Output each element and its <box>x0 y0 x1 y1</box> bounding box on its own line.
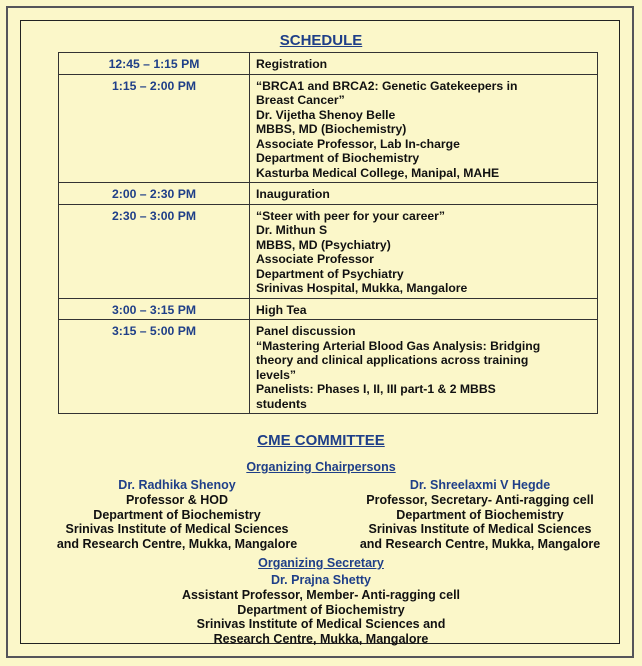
schedule-detail-line: Registration <box>256 57 328 71</box>
secretary-info-line: Assistant Professor, Member- Anti-ragging cell <box>181 587 461 602</box>
schedule-detail-line: Associate Professor, Lab In-charge <box>256 136 460 151</box>
schedule-detail-line: Dr. Mithun S <box>256 223 328 237</box>
schedule-detail-line: levels” <box>256 367 296 382</box>
schedule-detail-line: Breast Cancer” <box>256 93 345 107</box>
schedule-time: 12:45 – 1:15 PM <box>59 53 250 75</box>
schedule-row <box>59 183 598 205</box>
committee-title: CME COMMITTEE <box>257 432 385 449</box>
schedule-detail-line: MBBS, MD (Psychiatry) <box>256 237 391 252</box>
schedule-detail-line: High Tea <box>256 302 307 317</box>
chairperson-name: Dr. Shreelaxmi V Hegde <box>409 478 551 492</box>
schedule-detail-line: Panel discussion <box>256 324 356 338</box>
chairperson-info-line: Srinivas Institute of Medical Sciences <box>368 522 592 537</box>
chairperson-info-line: and Research Centre, Mukka, Mangalore <box>56 537 298 552</box>
schedule-row <box>59 74 598 183</box>
schedule-row <box>59 320 598 414</box>
chairperson-info-line: Department of Biochemistry <box>396 507 564 522</box>
schedule-detail-line: Associate Professor <box>256 252 374 266</box>
schedule-detail-line: Kasturba Medical College, Manipal, MAHE <box>256 165 500 180</box>
secretary-info-line: Research Centre, Mukka, Mangalore <box>213 632 429 647</box>
schedule-title: SCHEDULE <box>279 32 363 49</box>
secretary-heading: Organizing Secretary <box>258 556 384 570</box>
schedule-detail-line: MBBS, MD (Biochemistry) <box>256 122 407 136</box>
chairperson-info-line: Professor, Secretary- Anti-ragging cell <box>366 492 594 507</box>
secretary-card <box>100 573 542 647</box>
secretary-info-line: Srinivas Institute of Medical Sciences and <box>196 617 446 632</box>
schedule-detail-line: Department of Biochemistry <box>256 151 420 165</box>
schedule-table <box>58 52 598 414</box>
schedule-detail <box>250 204 598 298</box>
schedule-row <box>59 53 598 75</box>
schedule-detail-line: Department of Psychiatry <box>256 266 404 281</box>
schedule-row <box>59 298 598 320</box>
chairperson-info-line: Professor & HOD <box>125 492 229 507</box>
chairperson-info-line: Srinivas Institute of Medical Sciences <box>65 522 289 537</box>
schedule-detail-line: theory and clinical applications across training <box>256 353 529 367</box>
chairperson-card <box>34 478 320 552</box>
schedule-time: 3:15 – 5:00 PM <box>59 320 250 414</box>
schedule-time: 2:00 – 2:30 PM <box>59 183 250 205</box>
schedule-detail <box>250 298 598 320</box>
schedule-detail <box>250 320 598 414</box>
schedule-detail <box>250 74 598 183</box>
chairperson-info-line: and Research Centre, Mukka, Mangalore <box>359 537 601 552</box>
schedule-detail-line: Dr. Vijetha Shenoy Belle <box>256 107 396 122</box>
schedule-detail-line: Srinivas Hospital, Mukka, Mangalore <box>256 281 468 295</box>
chairperson-info-line: Department of Biochemistry <box>93 507 261 522</box>
schedule-detail <box>250 53 598 75</box>
schedule-detail-line: Panelists: Phases I, II, III part-1 & 2 MBBS <box>256 382 496 396</box>
schedule-time: 1:15 – 2:00 PM <box>59 74 250 183</box>
schedule-time: 3:00 – 3:15 PM <box>59 298 250 320</box>
schedule-time: 2:30 – 3:00 PM <box>59 204 250 298</box>
secretary-info-line: Department of Biochemistry <box>237 602 405 617</box>
schedule-detail-line: students <box>256 396 307 411</box>
chairperson-card <box>330 478 630 552</box>
schedule-detail-line: “Mastering Arterial Blood Gas Analysis: Bridging <box>256 338 541 353</box>
schedule-detail-line: “BRCA1 and BRCA2: Genetic Gatekeepers in <box>256 78 518 93</box>
schedule-detail-line: Inauguration <box>256 187 330 201</box>
chairperson-name: Dr. Radhika Shenoy <box>118 478 236 492</box>
schedule-detail-line: “Steer with peer for your career” <box>256 208 445 223</box>
secretary-name: Dr. Prajna Shetty <box>270 573 372 587</box>
schedule-row <box>59 204 598 298</box>
schedule-detail <box>250 183 598 205</box>
chairpersons-heading: Organizing Chairpersons <box>246 460 396 474</box>
